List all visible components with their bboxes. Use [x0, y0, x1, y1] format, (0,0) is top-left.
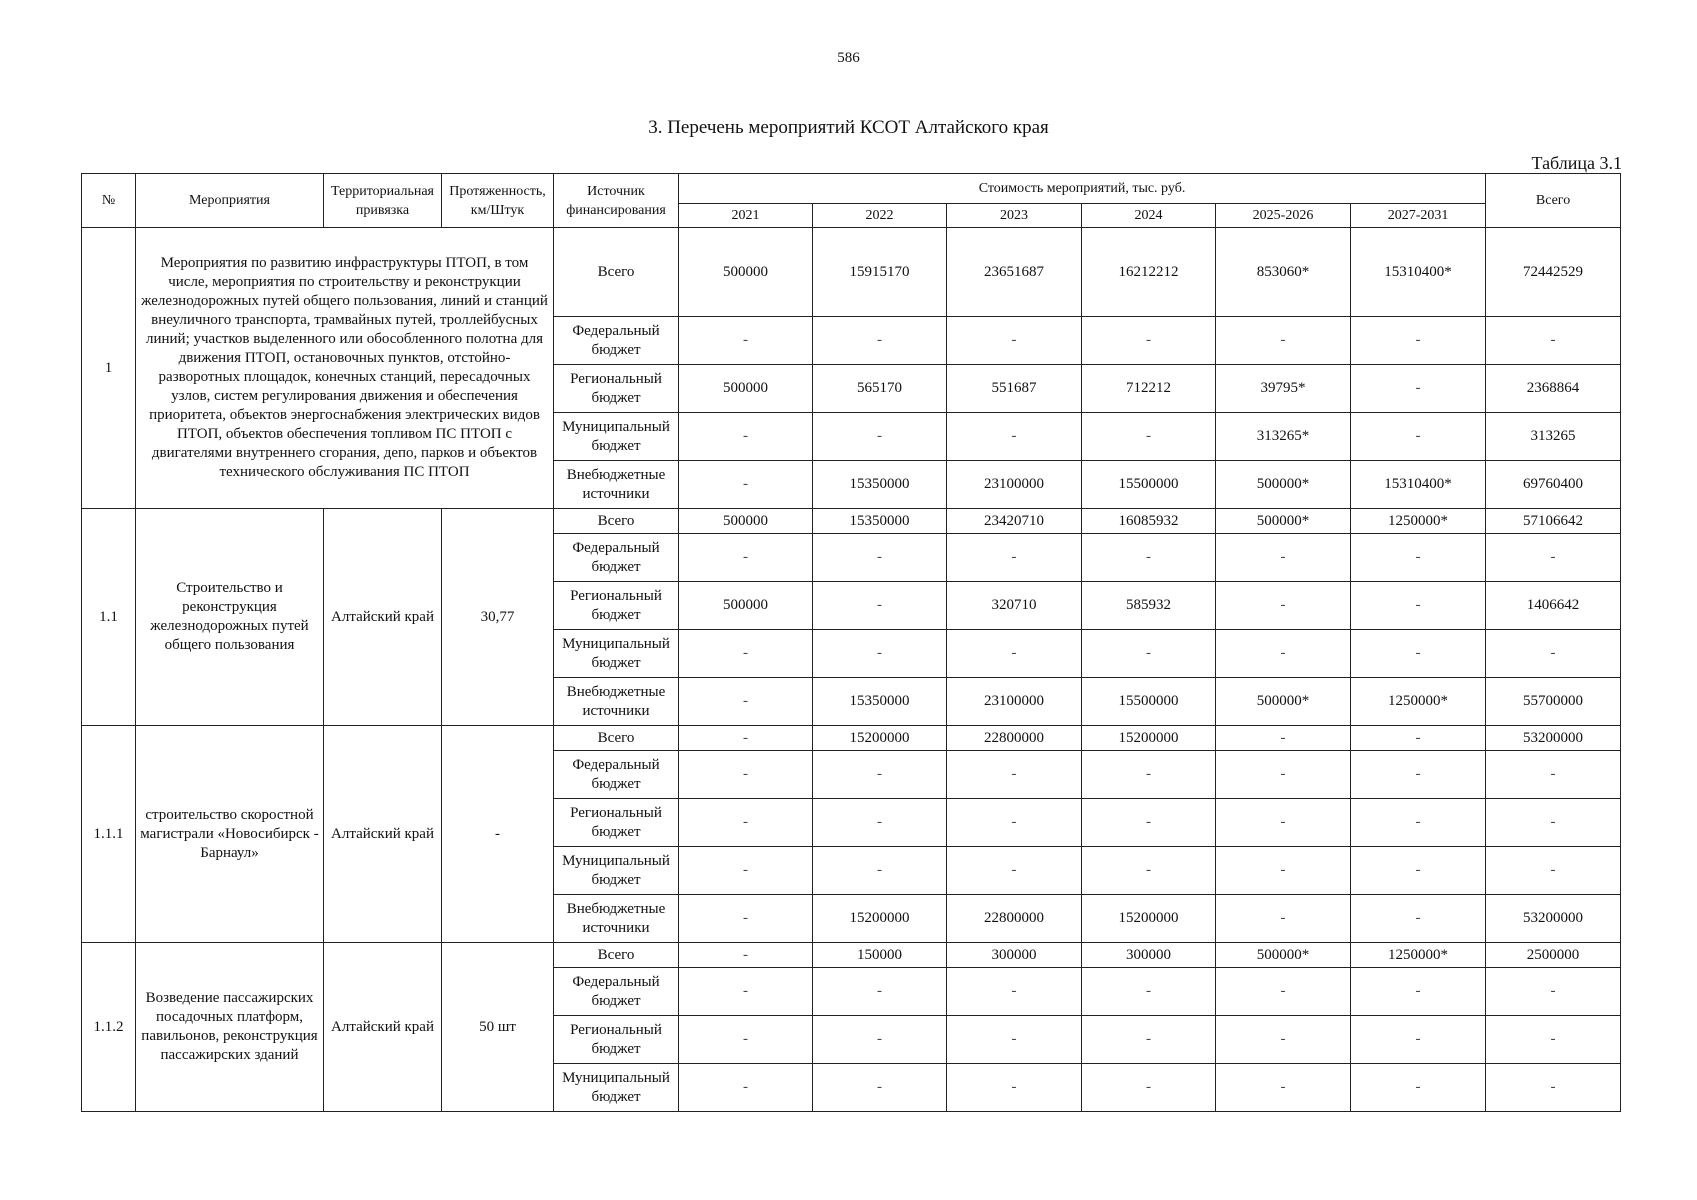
cost-total: - — [1486, 630, 1621, 678]
cost-value: - — [813, 847, 947, 895]
cost-total: 2500000 — [1486, 943, 1621, 968]
activity-number: 1.1.1 — [82, 726, 136, 943]
cost-value: - — [1351, 847, 1486, 895]
funding-source: Внебюджетные источники — [554, 678, 679, 726]
cost-value: 1250000* — [1351, 678, 1486, 726]
funding-source: Муниципальный бюджет — [554, 413, 679, 461]
funding-source: Муниципальный бюджет — [554, 847, 679, 895]
cost-value: - — [1351, 582, 1486, 630]
cost-value: 150000 — [813, 943, 947, 968]
cost-value: 500000* — [1216, 943, 1351, 968]
cost-value: - — [1351, 413, 1486, 461]
cost-value: 23100000 — [947, 461, 1082, 509]
cost-value: 500000* — [1216, 461, 1351, 509]
funding-source: Федеральный бюджет — [554, 317, 679, 365]
cost-value: 551687 — [947, 365, 1082, 413]
funding-source: Федеральный бюджет — [554, 751, 679, 799]
cost-value: 15200000 — [1082, 895, 1216, 943]
cost-total: - — [1486, 1064, 1621, 1112]
cost-value: 15310400* — [1351, 461, 1486, 509]
cost-value: - — [813, 630, 947, 678]
funding-source: Региональный бюджет — [554, 799, 679, 847]
cost-value: - — [1216, 1064, 1351, 1112]
table-row — [82, 726, 1621, 751]
cost-value: 853060* — [1216, 228, 1351, 317]
cost-value: - — [1082, 534, 1216, 582]
cost-value: - — [679, 461, 813, 509]
cost-value: 22800000 — [947, 726, 1082, 751]
cost-value: 15310400* — [1351, 228, 1486, 317]
cost-value: - — [1082, 1016, 1216, 1064]
funding-source: Внебюджетные источники — [554, 461, 679, 509]
header-activity: Мероприятия — [136, 174, 324, 228]
cost-total: 55700000 — [1486, 678, 1621, 726]
territory: Алтайский край — [324, 726, 442, 943]
territory: Алтайский край — [324, 509, 442, 726]
cost-value: - — [947, 413, 1082, 461]
cost-total: 1406642 — [1486, 582, 1621, 630]
cost-value: - — [813, 1064, 947, 1112]
cost-value: - — [679, 799, 813, 847]
cost-value: - — [1216, 726, 1351, 751]
cost-value: 500000 — [679, 509, 813, 534]
cost-value: - — [679, 895, 813, 943]
cost-value: - — [1216, 1016, 1351, 1064]
cost-value: - — [947, 317, 1082, 365]
cost-total: 313265 — [1486, 413, 1621, 461]
length: 50 шт — [442, 943, 554, 1112]
cost-value: - — [1082, 317, 1216, 365]
cost-value: - — [947, 534, 1082, 582]
cost-value: 22800000 — [947, 895, 1082, 943]
cost-value: - — [813, 413, 947, 461]
cost-total: 2368864 — [1486, 365, 1621, 413]
cost-value: - — [679, 413, 813, 461]
cost-value: - — [679, 968, 813, 1016]
cost-value: - — [1216, 317, 1351, 365]
cost-value: - — [813, 582, 947, 630]
cost-value: 15350000 — [813, 461, 947, 509]
activity-name: Возведение пассажирских посадочных платформ, павильонов, реконструкция пассажирских зданий — [136, 943, 324, 1112]
cost-value: 15500000 — [1082, 678, 1216, 726]
cost-value: - — [1082, 799, 1216, 847]
cost-value: - — [1351, 534, 1486, 582]
cost-total: - — [1486, 317, 1621, 365]
cost-value: - — [1351, 895, 1486, 943]
cost-total: - — [1486, 799, 1621, 847]
cost-total: - — [1486, 534, 1621, 582]
cost-total: 57106642 — [1486, 509, 1621, 534]
cost-value: - — [1216, 582, 1351, 630]
header-year: 2027-2031 — [1351, 204, 1486, 228]
cost-value: - — [813, 1016, 947, 1064]
cost-value: - — [679, 751, 813, 799]
cost-value: 15500000 — [1082, 461, 1216, 509]
cost-value: - — [1351, 726, 1486, 751]
funding-source: Внебюджетные источники — [554, 895, 679, 943]
cost-value: 39795* — [1216, 365, 1351, 413]
cost-value: - — [1216, 799, 1351, 847]
cost-value: 500000 — [679, 365, 813, 413]
cost-total: 72442529 — [1486, 228, 1621, 317]
cost-value: - — [679, 726, 813, 751]
cost-value: - — [1351, 630, 1486, 678]
cost-value: - — [1351, 365, 1486, 413]
cost-value: - — [1082, 630, 1216, 678]
funding-source: Всего — [554, 509, 679, 534]
cost-value: 500000* — [1216, 678, 1351, 726]
length: 30,77 — [442, 509, 554, 726]
cost-total: 53200000 — [1486, 726, 1621, 751]
cost-value: 15350000 — [813, 509, 947, 534]
cost-value: 16085932 — [1082, 509, 1216, 534]
cost-value: - — [1082, 847, 1216, 895]
cost-value: 15350000 — [813, 678, 947, 726]
header-total: Всего — [1486, 174, 1621, 228]
header-year: 2025-2026 — [1216, 204, 1351, 228]
cost-value: - — [947, 847, 1082, 895]
cost-total: - — [1486, 968, 1621, 1016]
length: - — [442, 726, 554, 943]
cost-value: 712212 — [1082, 365, 1216, 413]
activity-number: 1 — [82, 228, 136, 509]
funding-source: Всего — [554, 228, 679, 317]
cost-value: 15200000 — [1082, 726, 1216, 751]
cost-total: 53200000 — [1486, 895, 1621, 943]
cost-value: 500000 — [679, 228, 813, 317]
cost-value: 23420710 — [947, 509, 1082, 534]
cost-total: - — [1486, 751, 1621, 799]
cost-value: - — [679, 1064, 813, 1112]
cost-value: - — [1216, 968, 1351, 1016]
cost-total: 69760400 — [1486, 461, 1621, 509]
cost-value: 313265* — [1216, 413, 1351, 461]
header-year: 2023 — [947, 204, 1082, 228]
funding-source: Федеральный бюджет — [554, 534, 679, 582]
cost-value: - — [1082, 1064, 1216, 1112]
activity-number: 1.1 — [82, 509, 136, 726]
table-row — [82, 228, 1621, 317]
cost-value: - — [1351, 317, 1486, 365]
funding-source: Муниципальный бюджет — [554, 630, 679, 678]
funding-source: Федеральный бюджет — [554, 968, 679, 1016]
cost-value: - — [1351, 799, 1486, 847]
cost-value: - — [947, 630, 1082, 678]
cost-value: 16212212 — [1082, 228, 1216, 317]
cost-value: - — [679, 317, 813, 365]
table-row — [82, 509, 1621, 534]
cost-value: 15200000 — [813, 895, 947, 943]
cost-value: - — [679, 630, 813, 678]
header-num: № — [82, 174, 136, 228]
cost-value: 565170 — [813, 365, 947, 413]
cost-value: - — [813, 534, 947, 582]
cost-value: - — [1082, 968, 1216, 1016]
cost-value: 1250000* — [1351, 509, 1486, 534]
table-label: Таблица 3.1 — [1531, 153, 1622, 173]
cost-value: - — [813, 799, 947, 847]
cost-total: - — [1486, 1016, 1621, 1064]
cost-value: - — [1351, 1064, 1486, 1112]
cost-value: - — [947, 751, 1082, 799]
funding-source: Региональный бюджет — [554, 582, 679, 630]
cost-value: - — [1351, 1016, 1486, 1064]
page-number: 586 — [837, 50, 860, 66]
funding-source: Всего — [554, 726, 679, 751]
activity-name: строительство скоростной магистрали «Новосибирск - Барнаул» — [136, 726, 324, 943]
cost-value: - — [947, 968, 1082, 1016]
territory: Алтайский край — [324, 943, 442, 1112]
cost-value: 500000 — [679, 582, 813, 630]
cost-value: 320710 — [947, 582, 1082, 630]
cost-value: - — [1216, 630, 1351, 678]
cost-value: - — [1351, 751, 1486, 799]
activity-name: Строительство и реконструкция железнодорожных путей общего пользования — [136, 509, 324, 726]
cost-value: - — [679, 1016, 813, 1064]
cost-value: - — [1216, 534, 1351, 582]
cost-value: - — [679, 943, 813, 968]
header-source: Источник финансирования — [554, 174, 679, 228]
table-row — [82, 943, 1621, 968]
funding-source: Региональный бюджет — [554, 365, 679, 413]
funding-source: Муниципальный бюджет — [554, 1064, 679, 1112]
header-length: Протяженность, км/Штук — [442, 174, 554, 228]
funding-source: Всего — [554, 943, 679, 968]
cost-value: 23651687 — [947, 228, 1082, 317]
cost-value: 300000 — [1082, 943, 1216, 968]
cost-value: - — [947, 1064, 1082, 1112]
header-territory: Территориальная привязка — [324, 174, 442, 228]
cost-value: - — [813, 968, 947, 1016]
cost-value: 15915170 — [813, 228, 947, 317]
cost-value: - — [679, 678, 813, 726]
cost-value: 585932 — [1082, 582, 1216, 630]
activities-table — [81, 173, 1621, 1112]
cost-value: 1250000* — [1351, 943, 1486, 968]
cost-value: - — [1351, 968, 1486, 1016]
header-year: 2024 — [1082, 204, 1216, 228]
activity-name: Мероприятия по развитию инфраструктуры ПТОП, в том числе, мероприятия по строительству и реконструкции железнодорожных путей общего пользования, линий и станций внеуличного транспорта, трамвайных путей, троллейбусных линий; участков выделенного или обособленного полотна для движения ПТОП, остановочных пунктов, отстойно-разворотных площадок, конечных станций, пересадочных узлов, систем регулирования движения и обеспечения приоритета, объектов энергоснабжения электрических видов ПТОП, объектов обеспечения топливом ПС ПТОП с двигателями внутреннего сгорания, депо, парков и объектов технического обслуживания ПС ПТОП — [136, 228, 554, 509]
cost-value: - — [1216, 895, 1351, 943]
cost-value: - — [947, 799, 1082, 847]
header-year: 2022 — [813, 204, 947, 228]
cost-value: - — [679, 534, 813, 582]
cost-value: - — [679, 847, 813, 895]
activity-number: 1.1.2 — [82, 943, 136, 1112]
cost-value: - — [947, 1016, 1082, 1064]
header-cost: Стоимость мероприятий, тыс. руб. — [679, 174, 1486, 204]
cost-value: 23100000 — [947, 678, 1082, 726]
page-title: 3. Перечень мероприятий КСОТ Алтайского края — [648, 117, 1049, 138]
cost-value: 300000 — [947, 943, 1082, 968]
cost-value: 500000* — [1216, 509, 1351, 534]
funding-source: Региональный бюджет — [554, 1016, 679, 1064]
cost-value: - — [1082, 413, 1216, 461]
cost-value: - — [1216, 847, 1351, 895]
cost-value: 15200000 — [813, 726, 947, 751]
cost-value: - — [813, 317, 947, 365]
cost-total: - — [1486, 847, 1621, 895]
cost-value: - — [813, 751, 947, 799]
cost-value: - — [1216, 751, 1351, 799]
header-year: 2021 — [679, 204, 813, 228]
cost-value: - — [1082, 751, 1216, 799]
